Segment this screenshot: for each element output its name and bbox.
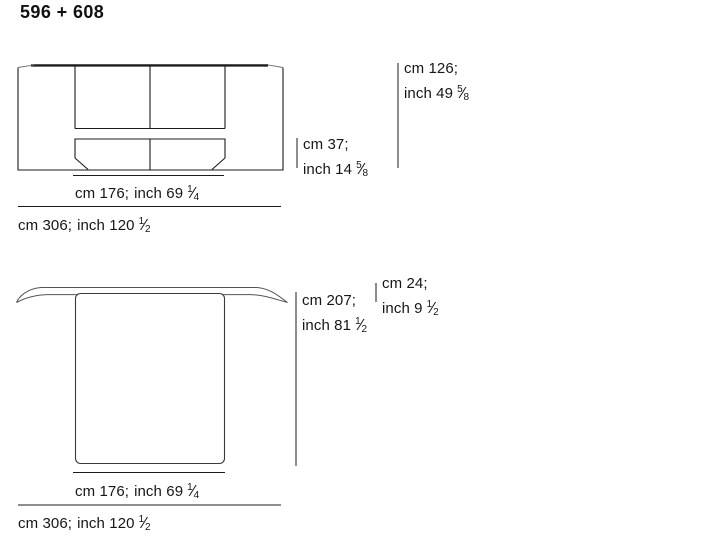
fraction-denominator: 2 [361,324,368,335]
fraction [139,509,151,538]
dim-label-top-seat-width [75,477,199,506]
dim-inch-line [382,294,439,323]
dim-label-front-total-height [404,58,469,108]
dim-label-front-total-width [18,211,151,240]
fraction [187,477,199,506]
dim-cm-value: cm 126; [404,60,459,77]
fraction [355,311,367,340]
front-back-cushions [75,66,225,129]
dim-inch-value: inch 120 [77,515,135,532]
fraction [457,79,469,108]
front-arm-right [268,65,283,68]
dim-label-top-seat-depth [302,290,367,340]
fraction-numerator: 1 [187,482,193,493]
fraction [356,155,368,184]
fraction-denominator: 4 [193,192,200,203]
fraction-numerator: 1 [355,316,361,327]
fraction-denominator: 2 [145,522,151,533]
fraction-numerator: 1 [426,299,433,310]
dim-cm-value: cm 306; [18,217,73,234]
dim-inch-value: inch 69 [134,483,184,500]
dim-label-front-seat-height [303,134,368,184]
dim-inch-value: inch 9 [382,300,423,317]
fraction [139,211,151,240]
dim-inch-value: inch 69 [134,185,184,202]
fraction-denominator: 8 [463,92,470,103]
dim-inch-line [404,79,469,108]
dim-cm-value: cm 207; [302,292,357,309]
dim-inch-value: inch 14 [303,161,353,178]
page-title: 596 + 608 [20,2,105,22]
fraction [187,179,199,208]
fraction-denominator: 8 [362,168,369,179]
dim-cm-value: cm 306; [18,515,73,532]
dim-inch-value: inch 120 [77,217,135,234]
fraction-denominator: 2 [145,224,151,235]
dim-inch-line [303,155,368,184]
dim-cm-value: cm 176; [75,483,130,500]
dim-label-front-seat-width [75,179,199,208]
fraction-numerator: 1 [187,184,193,195]
sofa-front-elevation [18,65,283,170]
fraction-numerator: 5 [356,160,362,171]
fraction [427,294,439,323]
fraction-numerator: 1 [138,216,145,227]
front-seat-cushions [75,139,225,170]
dim-cm-value: cm 37; [303,136,349,153]
dim-cm-value: cm 24; [382,275,428,292]
dim-inch-value: inch 81 [302,317,352,334]
dim-cm-value: cm 176; [75,185,130,202]
dim-label-top-backrest-depth [382,273,439,323]
fraction-numerator: 1 [138,514,145,525]
dim-label-top-total-width [18,509,151,538]
dim-inch-line [302,311,367,340]
fraction-numerator: 5 [457,84,463,95]
dim-inch-value: inch 49 [404,85,454,102]
fraction-denominator: 2 [433,307,439,318]
fraction-denominator: 4 [193,490,200,501]
top-seat-outline [76,294,225,464]
sofa-top-view [17,288,288,464]
